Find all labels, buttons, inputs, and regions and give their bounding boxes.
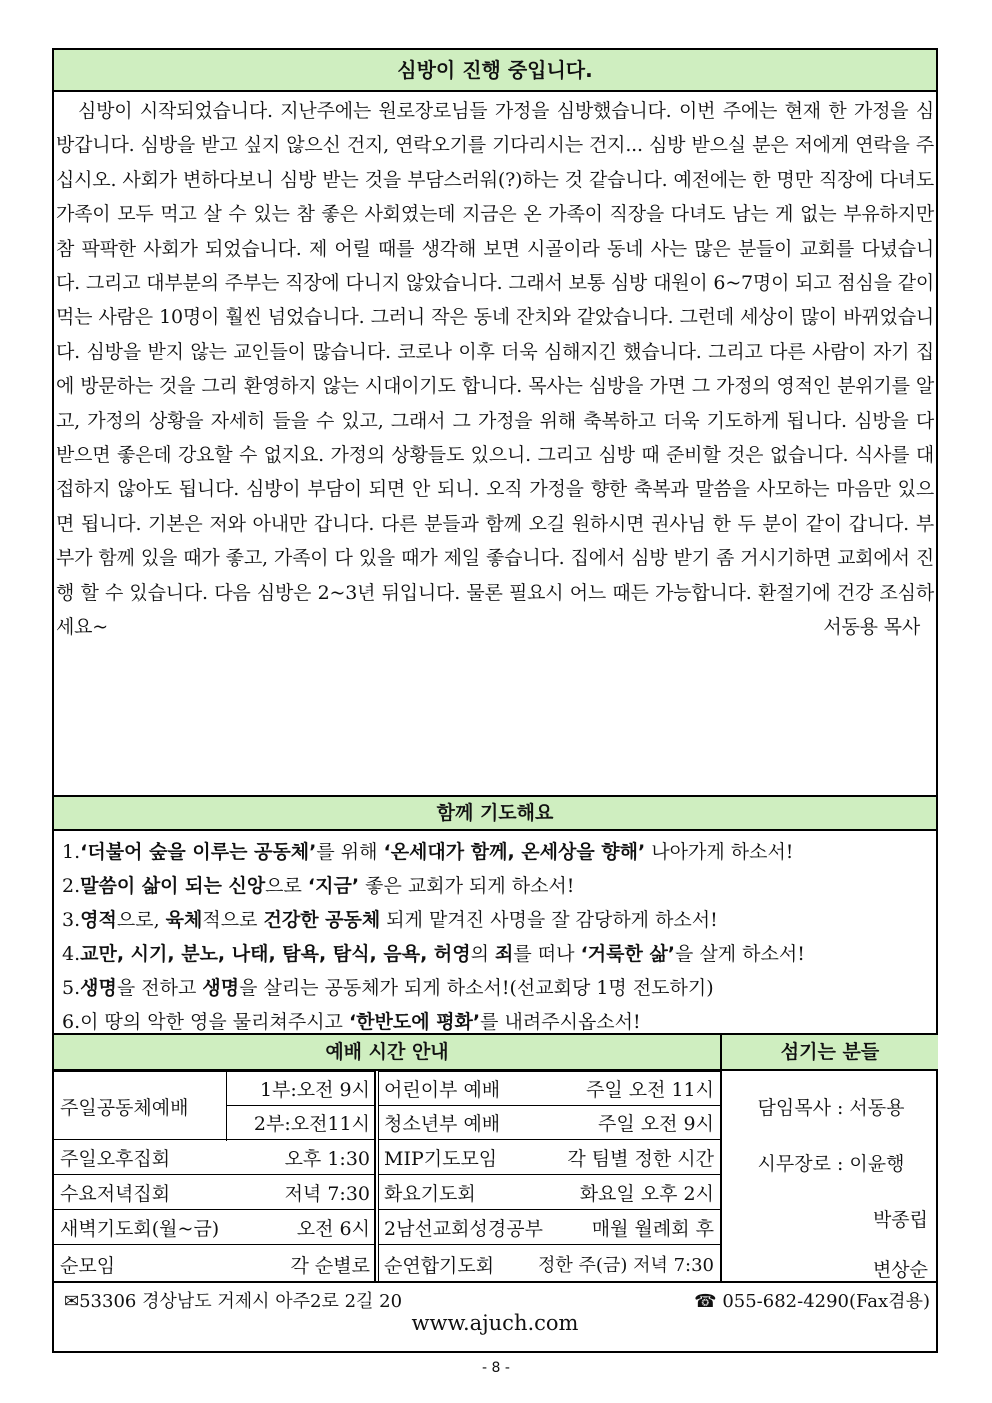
- schedule-rule: [378, 1105, 720, 1106]
- servant-line-3: 변상순: [872, 1259, 928, 1281]
- schedule-left-name-2: 주일오후집회: [60, 1148, 171, 1170]
- schedule-left-time-5: 각 순별로: [290, 1255, 370, 1277]
- schedule-right-time-3: 화요일 오후 2시: [579, 1183, 714, 1205]
- schedule-right-time-2: 각 팀별 정한 시간: [567, 1148, 714, 1170]
- schedule-divider: [720, 1035, 722, 1283]
- schedule-right-time-1: 주일 오전 9시: [598, 1113, 714, 1135]
- article-body: 심방이 시작되었습니다. 지난주에는 원로장로님들 가정을 심방했습니다. 이번 주에는 현재 한 가정을 심방갑니다. 심방을 받고 싶지 않으신 건지, 연락오기를 기다리시는 건지... 심방 받으실 분은 저에게 연락을 주십시오. 사회가 변하다보니 심방 받는 것을 부담스러워(?)하는 것 같습니다. 예전에는 한 명만 직장에 다녀도 가족이 모두 먹고 살 수 있는 참 좋은 사회였는데 지금은 온 가족이 직장을 다녀도 남는 게 없는 부유하지만 참 팍팍한 사회가 되었습니다. 제 어릴 때를 생각해 보면 시골이라 동네 사는 많은 분들이 교회를 다녔습니다. 그리고 대부분의 주부는 직장에 다니지 않았습니다. 그래서 보통 심방 대원이 6~7명이 되고 점심을 같이 먹는 사람은 10명이 훨씬 넘었습니다. 그러니 작은 동네 잔치와 같았습니다. 그런데 세상이 많이 바뀌었습니다. 심방을 받지 않는 교인들이 많습니다. 코로나 이후 더욱 심해지긴 했습니다. 그리고 다른 사람이 자기 집에 방문하는 것을 그리 환영하지 않는 시대이기도 합니다. 목사는 심방을 가면 그 가정의 영적인 분위기를 알고, 가정의 상황을 자세히 들을 수 있고, 그래서 그 가정을 위해 축복하고 더욱 기도하게 됩니다. 심방을 다 받으면 좋은데 강요할 수 없지요. 가정의 상황들도 있으니. 그리고 심방 때 준비할 것은 없습니다. 식사를 대접하지 않아도 됩니다. 심방이 부담이 되면 안 되니. 오직 가정을 향한 축복과 말씀을 사모하는 마음만 있으면 됩니다. 기본은 저와 아내만 갑니다. 다른 분들과 함께 오길 원하시면 권사님 한 두 분이 같이 갑니다. 부부가 함께 있을 때가 좋고, 가족이 다 있을 때가 제일 좋습니다. 집에서 심방 받기 좀 거시기하면 교회에서 진행 할 수 있습니다. 다음 심방은 2~3년 뒤입니다. 물론 필요시 어느 때든 가능합니다. 환절기에 건강 조심하세요~: [56, 100, 934, 639]
- article-title: 심방이 진행 중입니다.: [54, 50, 936, 92]
- prayer-item-5: 5.생명을 전하고 생명을 살리는 공동체가 되게 하소서!(선교회당 1명 전도하기): [62, 977, 714, 999]
- schedule-left-time-0: 1부:오전 9시: [259, 1079, 370, 1101]
- schedule-left-name-3: 수요저녁집회: [60, 1183, 171, 1205]
- envelope-icon: ✉: [64, 1291, 80, 1312]
- schedule-rule: [378, 1174, 720, 1175]
- schedule-rule: [378, 1244, 720, 1245]
- prayer-list: [54, 831, 936, 1035]
- schedule-right-name-5: 순연합기도회: [384, 1255, 495, 1277]
- prayer-item-6: 6.이 땅의 악한 영을 물리쳐주시고 ‘한반도에 평화’를 내려주시옵소서!: [62, 1011, 641, 1033]
- telephone-icon: ☎: [694, 1291, 723, 1312]
- page-number: - 8 -: [482, 1360, 510, 1376]
- schedule-left-name-5: 순모임: [60, 1255, 116, 1277]
- schedule-rule: [54, 1174, 374, 1175]
- schedule-left-time-3: 저녁 7:30: [284, 1183, 370, 1205]
- schedule-right-name-2: MIP기도모임: [384, 1148, 498, 1170]
- website-link[interactable]: www.ajuch.com: [411, 1311, 579, 1335]
- prayer-item-1: 1.‘더불어 숲을 이루는 공동체’를 위해 ‘온세대가 함께, 온세상을 향해’ 나아가게 하소서!: [62, 841, 794, 863]
- schedule-rule: [54, 1139, 374, 1140]
- schedule-rule: [54, 1071, 374, 1072]
- schedule-rule: [378, 1139, 720, 1140]
- schedule-section: [54, 1035, 936, 1283]
- schedule-right-name-0: 어린이부 예배: [384, 1079, 501, 1101]
- schedule-right-time-0: 주일 오전 11시: [585, 1079, 714, 1101]
- schedule-left-name-0: 주일공동체예배: [60, 1097, 189, 1119]
- schedule-left-name-4: 새벽기도회(월~금): [60, 1218, 220, 1240]
- schedule-rule: [378, 1071, 720, 1072]
- schedule-right-time-4: 매월 월례회 후: [591, 1218, 714, 1240]
- schedule-right-time-5: 정한 주(금) 저녁 7:30: [538, 1255, 714, 1276]
- bulletin-page: [52, 48, 938, 1353]
- schedule-rule: [54, 1209, 374, 1210]
- address: ✉53306 경상남도 거제시 아주2로 2길 20: [64, 1291, 403, 1312]
- schedule-left-time-4: 오전 6시: [296, 1218, 370, 1240]
- schedule-rule: [378, 1209, 720, 1210]
- schedule-col-divider: [374, 1071, 376, 1283]
- servant-line-2: 박종립: [872, 1209, 928, 1231]
- prayer-item-2: 2.말씀이 삶이 되는 신앙으로 ‘지금’ 좋은 교회가 되게 하소서!: [62, 875, 575, 897]
- schedule-rule: [226, 1071, 227, 1141]
- schedule-left-time-1: 2부:오전11시: [253, 1113, 370, 1135]
- servant-line-0: 담임목사 : 서동용: [757, 1097, 905, 1119]
- schedule-right-name-4: 2남선교회성경공부: [384, 1218, 543, 1240]
- article-signature: 서동용 목사: [823, 616, 920, 639]
- schedule-right-name-3: 화요기도회: [384, 1183, 476, 1205]
- phone: ☎ 055-682-4290(Fax겸용): [694, 1291, 930, 1312]
- servants-title: 섬기는 분들: [722, 1035, 938, 1071]
- servant-line-1: 시무장로 : 이윤행: [757, 1153, 905, 1175]
- prayer-title: 함께 기도해요: [54, 797, 936, 831]
- footer: [54, 1283, 936, 1343]
- article-body-box: [54, 92, 936, 797]
- schedule-rule: [226, 1105, 374, 1106]
- prayer-item-3: 3.영적으로, 육체적으로 건강한 공동체 되게 맡겨진 사명을 잘 감당하게 하소서!: [62, 909, 718, 931]
- schedule-right-name-1: 청소년부 예배: [384, 1113, 501, 1135]
- schedule-rule: [378, 1071, 379, 1283]
- schedule-title: 예배 시간 안내: [54, 1035, 720, 1071]
- prayer-item-4: 4.교만, 시기, 분노, 나태, 탐욕, 탐식, 음욕, 허영의 죄를 떠나 ‘거룩한 삶’을 살게 하소서!: [62, 943, 805, 965]
- schedule-left-time-2: 오후 1:30: [284, 1148, 370, 1170]
- schedule-rule: [54, 1244, 374, 1245]
